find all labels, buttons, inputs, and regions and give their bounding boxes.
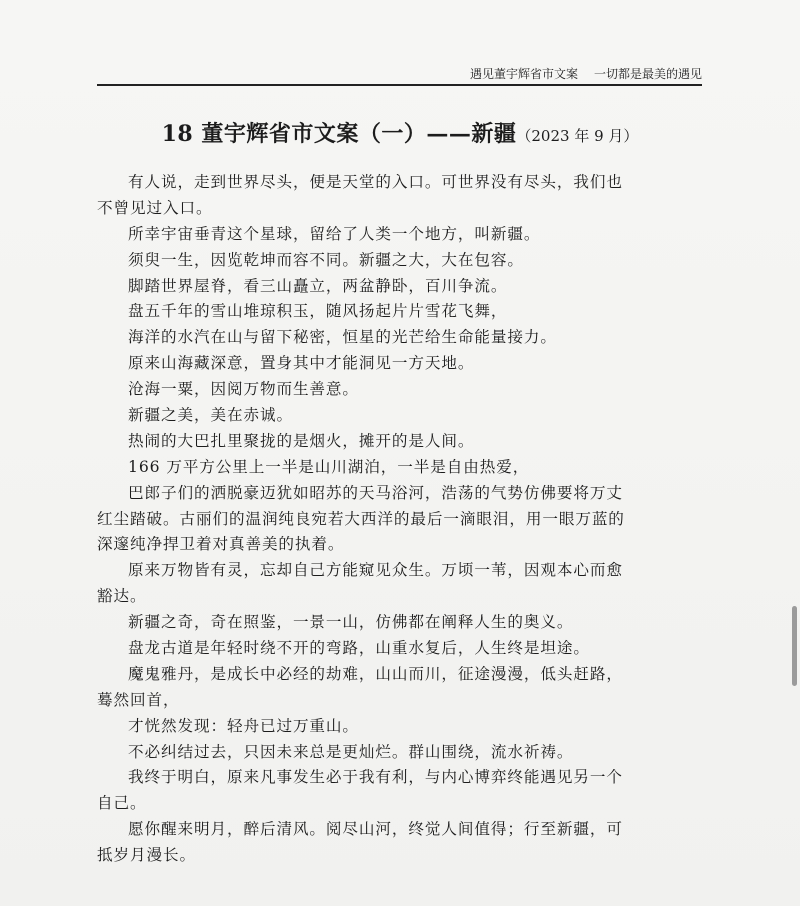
text-line: 豁达。 — [97, 587, 147, 606]
text-line: 盘五千年的雪山堆琼积玉，随风扬起片片雪花飞舞， — [128, 302, 508, 321]
text-line: 热闹的大巴扎里聚拢的是烟火，摊开的是人间。 — [128, 431, 475, 450]
text-line: 沧海一粟，因阅万物而生善意。 — [128, 380, 359, 399]
text-line: 不必纠结过去，只因未来总是更灿烂。群山围绕，流水祈祷。 — [128, 742, 574, 761]
text-line: 盘龙古道是年轻时绕不开的弯路，山重水复后，人生终是坦途。 — [128, 639, 590, 658]
text-line: 新疆之美，美在赤诚。 — [128, 406, 293, 425]
text-line: 魔鬼雅丹，是成长中必经的劫难，山山而川，征途漫漫，低头赶路， — [128, 664, 623, 683]
running-header — [97, 66, 702, 86]
body-text — [97, 170, 707, 869]
header-tagline: 一切都是最美的遇见 — [593, 67, 702, 81]
text-line: 不曾见过入口。 — [97, 198, 213, 217]
text-line: 有人说，走到世界尽头，便是天堂的入口。可世界没有尽头，我们也 — [128, 173, 623, 191]
header-book-title: 遇见董宇辉省市文案 — [469, 67, 578, 81]
scrollbar-thumb[interactable] — [792, 606, 797, 686]
text-line: 原来山海藏深意，置身其中才能洞见一方天地。 — [128, 354, 475, 373]
text-line: 巴郎子们的洒脱豪迈犹如昭苏的天马浴河，浩荡的气势仿佛要将万丈 — [128, 483, 623, 502]
text-line: 愿你醒来明月，醉后清风。阅尽山河，终觉人间值得；行至新疆，可 — [128, 820, 623, 839]
text-line: 海洋的水汽在山与留下秘密，恒星的光芒给生命能量接力。 — [128, 328, 557, 347]
text-line: 原来万物皆有灵，忘却自己方能窥见众生。万顷一苇，因观本心而愈 — [128, 561, 623, 580]
text-line: 须臾一生，因览乾坤而容不同。新疆之大，大在包容。 — [128, 250, 524, 269]
text-line: 抵岁月漫长。 — [97, 846, 196, 865]
text-line: 蓦然回首， — [97, 690, 180, 709]
text-line: 才恍然发现：轻舟已过万重山。 — [128, 716, 359, 735]
text-line: 深邃纯净捍卫着对真善美的执着。 — [97, 535, 345, 554]
chapter-title-date: （2023 年 9 月） — [516, 127, 639, 145]
text-line: 166 万平方公里上一半是山川湖泊，一半是自由热爱， — [128, 457, 530, 476]
text-line: 自己。 — [97, 794, 147, 813]
chapter-title-main: 18 董宇辉省市文案（一）——新疆 — [161, 121, 517, 147]
text-line: 所幸宇宙垂青这个星球，留给了人类一个地方，叫新疆。 — [128, 224, 541, 243]
text-line: 红尘踏破。古丽们的温润纯良宛若大西洋的最后一滴眼泪，用一眼万蓝的 — [97, 509, 625, 528]
chapter-title — [0, 117, 800, 148]
text-line: 我终于明白，原来凡事发生必于我有利，与内心博弈终能遇见另一个 — [128, 768, 623, 787]
text-line: 新疆之奇，奇在照鉴，一景一山，仿佛都在阐释人生的奥义。 — [128, 613, 574, 632]
text-line: 脚踏世界屋脊，看三山矗立，两盆静卧，百川争流。 — [128, 276, 508, 295]
